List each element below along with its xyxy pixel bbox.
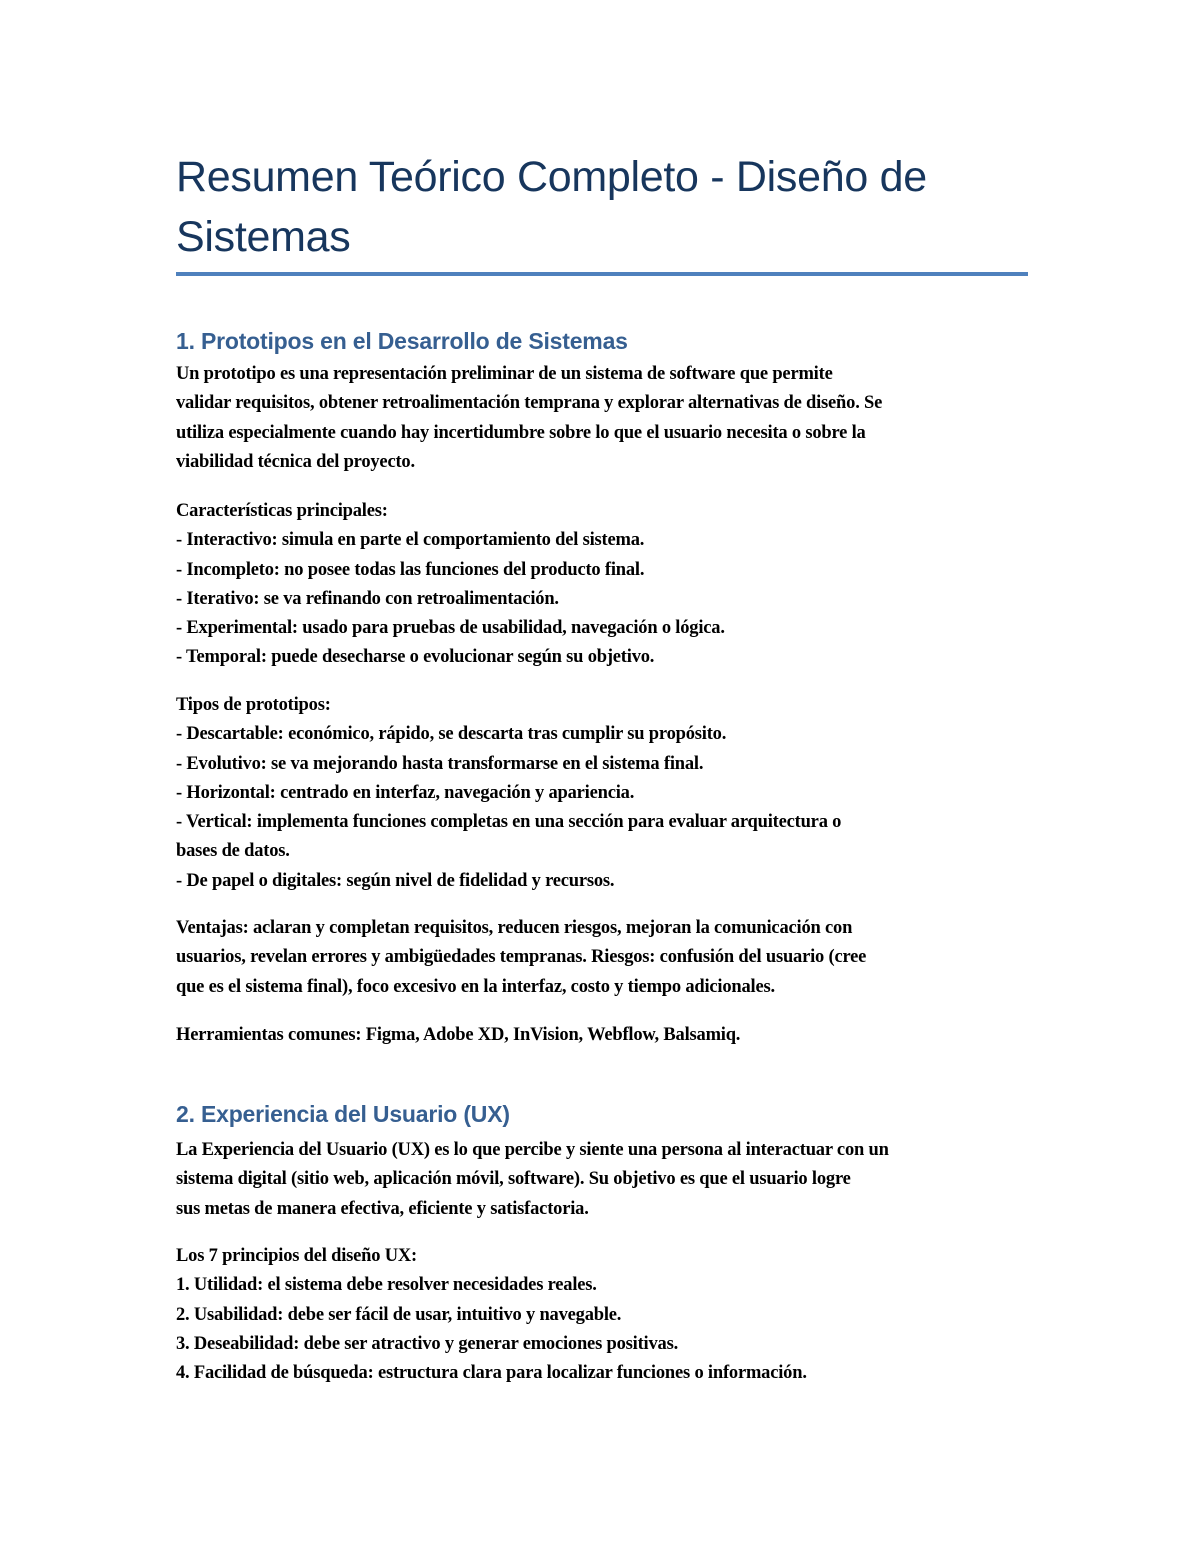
text-line: usuarios, revelan errores y ambigüedades tempranas. Riesgos: confusión del usuario (cree: [176, 947, 867, 968]
list-item: - Evolutivo: se va mejorando hasta transformarse en el sistema final.: [176, 753, 704, 774]
list-item: 4. Facilidad de búsqueda: estructura clara para localizar funciones o información.: [176, 1363, 807, 1384]
list-item: - Experimental: usado para pruebas de usabilidad, navegación o lógica.: [176, 618, 725, 639]
list-item: - Horizontal: centrado en interfaz, navegación y apariencia.: [176, 782, 635, 803]
list-item: 1. Utilidad: el sistema debe resolver necesidades reales.: [176, 1275, 597, 1296]
section-1-intro: [176, 360, 1028, 477]
ux-principles-label: Los 7 principios del diseño UX:: [176, 1246, 418, 1266]
text-line: Ventajas: aclaran y completan requisitos, reducen riesgos, mejoran la comunicación con: [176, 918, 853, 938]
list-item: 3. Deseabilidad: debe ser atractivo y generar emociones positivas.: [176, 1333, 678, 1354]
list-item: - Incompleto: no posee todas las funciones del producto final.: [176, 559, 645, 580]
text-line: utiliza especialmente cuando hay incertidumbre sobre lo que el usuario necesita o sobre la: [176, 422, 866, 443]
prototype-types-list: [176, 691, 1028, 896]
document-title-line-2: Sistemas: [176, 213, 351, 261]
text-line: sistema digital (sitio web, aplicación móvil, software). Su objetivo es que el usuario logre: [176, 1169, 851, 1190]
text-line: que es el sistema final), foco excesivo en la interfaz, costo y tiempo adicionales.: [176, 976, 775, 997]
title-underline-rule: [176, 272, 1028, 276]
text-line: La Experiencia del Usuario (UX) es lo que percibe y siente una persona al interactuar con un: [176, 1140, 889, 1160]
section-2-intro: [176, 1136, 1028, 1224]
list-item: - Temporal: puede desecharse o evolucionar según su objetivo.: [176, 647, 655, 668]
document-title: [176, 147, 1028, 267]
text-line: validar requisitos, obtener retroalimentación temprana y explorar alternativas de diseño. Se: [176, 393, 883, 414]
tools-paragraph: [176, 1021, 1028, 1050]
list-item: - Vertical: implementa funciones completas en una sección para evaluar arquitectura o: [176, 812, 842, 833]
advantages-paragraph: [176, 914, 1028, 1002]
ux-principles-list: [176, 1242, 1028, 1388]
characteristics-list: [176, 497, 1028, 673]
text-line: viabilidad técnica del proyecto.: [176, 451, 415, 472]
characteristics-label: Características principales:: [176, 501, 388, 521]
list-item: 2. Usabilidad: debe ser fácil de usar, intuitivo y navegable.: [176, 1304, 622, 1325]
list-item: - Interactivo: simula en parte el comportamiento del sistema.: [176, 530, 645, 551]
tools-text: Herramientas comunes: Figma, Adobe XD, InVision, Webflow, Balsamiq.: [176, 1025, 741, 1045]
text-line: Un prototipo es una representación preliminar de un sistema de software que permite: [176, 364, 833, 384]
list-item: - Descartable: económico, rápido, se descarta tras cumplir su propósito.: [176, 724, 727, 745]
list-item: - Iterativo: se va refinando con retroalimentación.: [176, 588, 559, 609]
section-1-heading: 1. Prototipos en el Desarrollo de Sistemas: [176, 328, 628, 354]
document-title-line-1: Resumen Teórico Completo - Diseño de: [176, 153, 927, 201]
prototype-types-label: Tipos de prototipos:: [176, 695, 331, 715]
list-item: - De papel o digitales: según nivel de fidelidad y recursos.: [176, 870, 615, 891]
section-2-heading: 2. Experiencia del Usuario (UX): [176, 1101, 510, 1127]
text-line: sus metas de manera efectiva, eficiente y satisfactoria.: [176, 1198, 589, 1219]
list-item: bases de datos.: [176, 841, 290, 862]
